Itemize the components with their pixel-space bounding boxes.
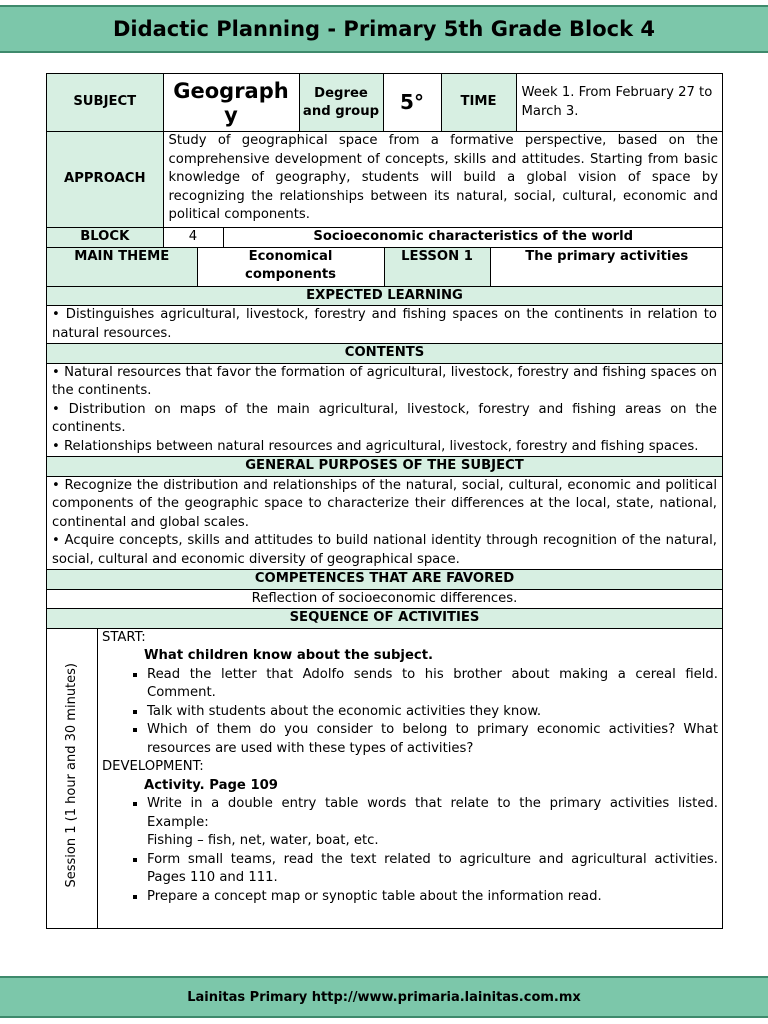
development-item-text: Write in a double entry table words that relate to the primary activities listed. Example: (147, 796, 718, 830)
time-label: TIME (441, 74, 516, 131)
time-value: Week 1. From February 27 to March 3. (516, 74, 723, 131)
development-item: ▪ Prepare a concept map or synoptic table about the information read. (147, 888, 718, 907)
page-title: Didactic Planning - Primary 5th Grade Block 4 (112, 17, 656, 41)
subject-value: Geography (163, 74, 299, 131)
contents-item: • Distribution on maps of the main agricultural, livestock, forestry and fishing areas on the continents. (52, 401, 717, 435)
expected-learning-heading: EXPECTED LEARNING (47, 286, 723, 306)
block-label: BLOCK (47, 228, 163, 247)
planning-table (46, 73, 723, 929)
main-theme-label: MAIN THEME (47, 248, 197, 286)
purposes-item: • Acquire concepts, skills and attitudes to build national identity through recognition of the natural, social, cultural and economic diversity of geographical space. (52, 533, 717, 567)
main-theme-value: Economical components (197, 248, 384, 286)
purposes-item: • Recognize the distribution and relationships of the natural, social, cultural, economic and political components of the geographic space to characterize their differences at the local, state, national, continental and global scales. (52, 477, 717, 530)
lesson-value: The primary activities (490, 248, 723, 286)
development-label: DEVELOPMENT: (102, 759, 204, 774)
contents-item: • Natural resources that favor the formation of agricultural, livestock, forestry and fishing spaces on the continents. (52, 364, 717, 398)
start-item: ▪ Which of them do you consider to belong to primary economic activities? What resources are used with these types of activities? (147, 721, 718, 758)
approach-label: APPROACH (47, 132, 163, 227)
purposes-heading: GENERAL PURPOSES OF THE SUBJECT (47, 457, 723, 477)
footer-banner (0, 976, 768, 1018)
competences-text: Reflection of socioeconomic differences. (47, 589, 723, 609)
footer-text: Lainitas Primary http://www.primaria.lainitas.com.mx (187, 989, 581, 1005)
development-item (147, 795, 718, 851)
lesson-label: LESSON 1 (384, 248, 490, 286)
development-example: Fishing – fish, net, water, boat, etc. (147, 833, 379, 848)
approach-text: Study of geographical space from a formative perspective, based on the comprehensive development of concepts, skills and attitudes. Starting from basic knowledge of geography, students will build a global vision of space by recognizing the relationships between its natural, social, cultural, economic and political components. (163, 132, 723, 227)
development-item: ▪ Form small teams, read the text related to agriculture and agricultural activities. Pages 110 and 111. (147, 851, 718, 888)
expected-learning-item: • Distinguishes agricultural, livestock, forestry and fishing spaces on the continents in relation to natural resources. (47, 306, 723, 344)
degree-value: 5° (383, 74, 441, 131)
competences-heading: COMPETENCES THAT ARE FAVORED (47, 570, 723, 590)
start-label: START: (102, 629, 146, 645)
header-banner (0, 5, 768, 53)
start-list (102, 666, 718, 759)
sequence-heading: SEQUENCE OF ACTIVITIES (47, 609, 723, 629)
start-item: ▪ Talk with students about the economic activities they know. (147, 703, 718, 722)
degree-label: Degree and group (299, 74, 383, 131)
start-item: ▪ Read the letter that Adolfo sends to his brother about making a cereal field. Comment. (147, 666, 718, 703)
subject-label: SUBJECT (47, 74, 163, 131)
development-subtitle: Activity. Page 109 (144, 777, 278, 793)
contents-heading: CONTENTS (47, 344, 723, 364)
start-subtitle: What children know about the subject. (144, 648, 434, 663)
block-number: 4 (163, 228, 223, 247)
session-label: Session 1 (1 hour and 30 minutes) (63, 662, 79, 887)
block-title: Socioeconomic characteristics of the world (223, 228, 723, 247)
contents-item: • Relationships between natural resources and agricultural, livestock, forestry and fishing spaces. (52, 438, 699, 454)
development-list (102, 795, 718, 906)
